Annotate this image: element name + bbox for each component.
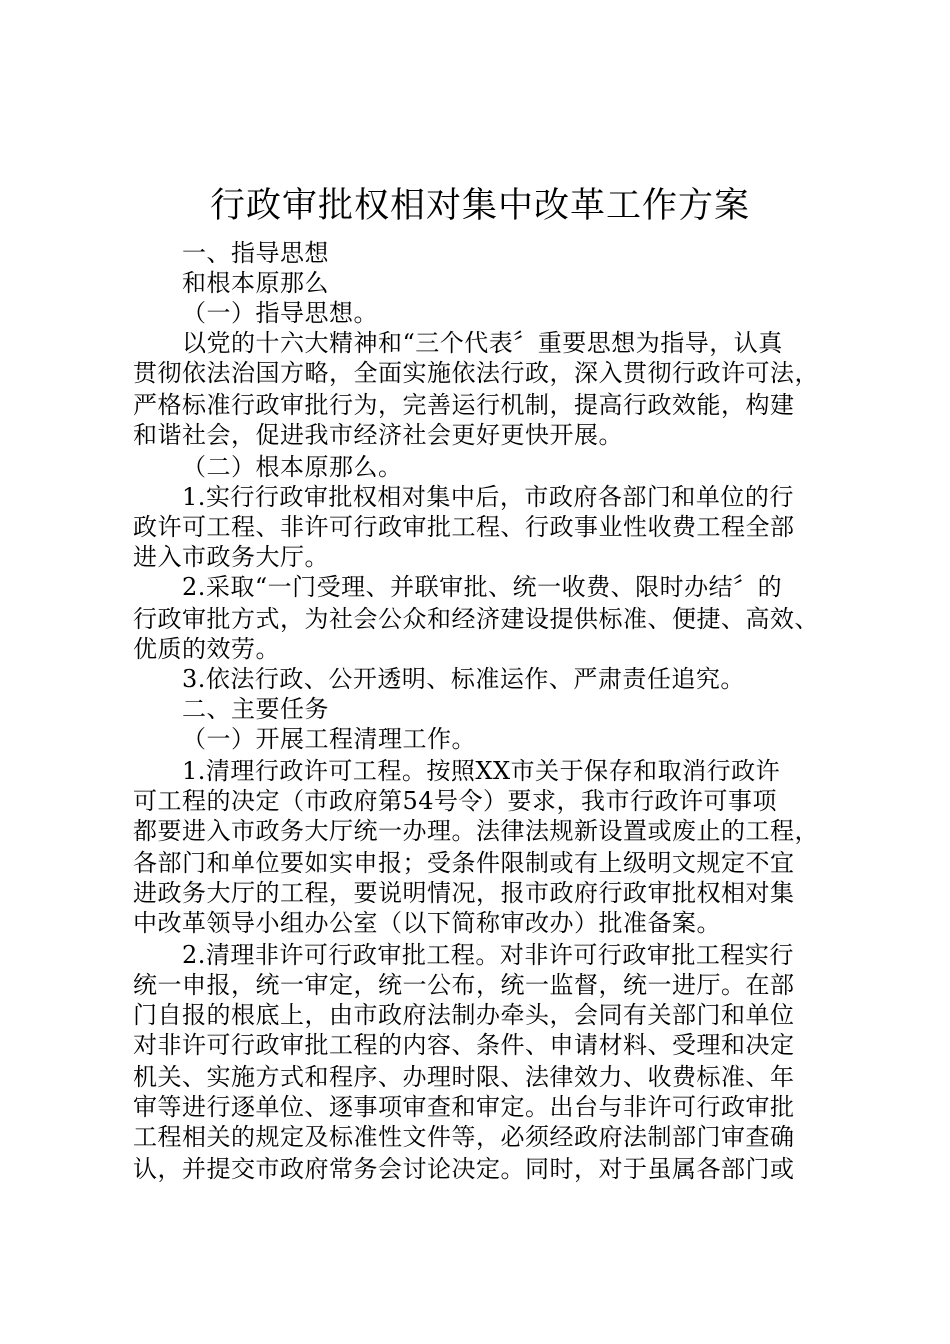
paragraph-line: 统一申报，统一审定，统一公布，统一监督，统一进厅。在部 bbox=[133, 971, 795, 999]
paragraph-line: 审等进行逐单位、逐事项审查和审定。出台与非许可行政审批 bbox=[133, 1093, 795, 1121]
paragraph-line: 政许可工程、非许可行政审批工程、行政事业性收费工程全部 bbox=[133, 513, 795, 541]
subheading-basic-principles: （二）根本原那么。 bbox=[182, 453, 403, 481]
paragraph-line: 门自报的根底上，由市政府法制办牵头，会同有关部门和单位 bbox=[133, 1001, 795, 1029]
paragraph-line: 以党的十六大精神和“三个代表〞重要思想为指导，认真 bbox=[182, 329, 783, 357]
paragraph-line: 行政审批方式，为社会公众和经济建设提供标准、便捷、高效、 bbox=[133, 605, 819, 633]
paragraph-line: 贯彻依法治国方略，全面实施依法行政，深入贯彻行政许可法， bbox=[133, 359, 819, 387]
paragraph-line: 各部门和单位要如实申报；受条件限制或有上级明文规定不宜 bbox=[133, 849, 795, 877]
paragraph-line: 2.采取“一门受理、并联审批、统一收费、限时办结〞的 bbox=[182, 573, 783, 601]
paragraph-line: 优质的效劳。 bbox=[133, 635, 280, 663]
document-title: 行政审批权相对集中改革工作方案 bbox=[209, 186, 750, 226]
paragraph-line: 和谐社会，促进我市经济社会更好更快开展。 bbox=[133, 421, 623, 449]
paragraph-line: 2.清理非许可行政审批工程。对非许可行政审批工程实行 bbox=[182, 941, 794, 969]
heading-main-tasks: 二、主要任务 bbox=[182, 695, 329, 723]
paragraph-line: 进入市政务大厅。 bbox=[133, 543, 329, 571]
paragraph-line: 中改革领导小组办公室（以下简称审改办）批准备案。 bbox=[133, 909, 721, 937]
paragraph-line: 进政务大厅的工程，要说明情况，报市政府行政审批权相对集 bbox=[133, 879, 795, 907]
subheading-project-cleanup: （一）开展工程清理工作。 bbox=[182, 725, 476, 753]
paragraph-line: 1.清理行政许可工程。按照XX市关于保存和取消行政许 bbox=[182, 757, 781, 785]
paragraph-line: 都要进入市政务大厅统一办理。法律法规新设置或废止的工程， bbox=[133, 817, 819, 845]
paragraph-line: 工程相关的规定及标准性文件等，必须经政府法制部门审查确 bbox=[133, 1123, 795, 1151]
heading-basic-principles: 和根本原那么 bbox=[182, 269, 329, 297]
paragraph-line: 对非许可行政审批工程的内容、条件、申请材料、受理和决定 bbox=[133, 1031, 795, 1059]
paragraph-line: 机关、实施方式和程序、办理时限、法律效力、收费标准、年 bbox=[133, 1063, 795, 1091]
paragraph-line: 认，并提交市政府常务会讨论决定。同时，对于虽属各部门或 bbox=[133, 1155, 795, 1183]
paragraph-line: 1.实行行政审批权相对集中后，市政府各部门和单位的行 bbox=[182, 483, 794, 511]
paragraph-line: 3.依法行政、公开透明、标准运作、严肃责任追究。 bbox=[182, 665, 745, 693]
subheading-guiding-thought: （一）指导思想。 bbox=[182, 299, 378, 327]
paragraph-line: 严格标准行政审批行为，完善运行机制，提高行政效能，构建 bbox=[133, 391, 795, 419]
paragraph-line: 可工程的决定（市政府第54号令）要求，我市行政许可事项 bbox=[133, 787, 778, 815]
heading-guiding-thought: 一、指导思想 bbox=[182, 239, 329, 267]
